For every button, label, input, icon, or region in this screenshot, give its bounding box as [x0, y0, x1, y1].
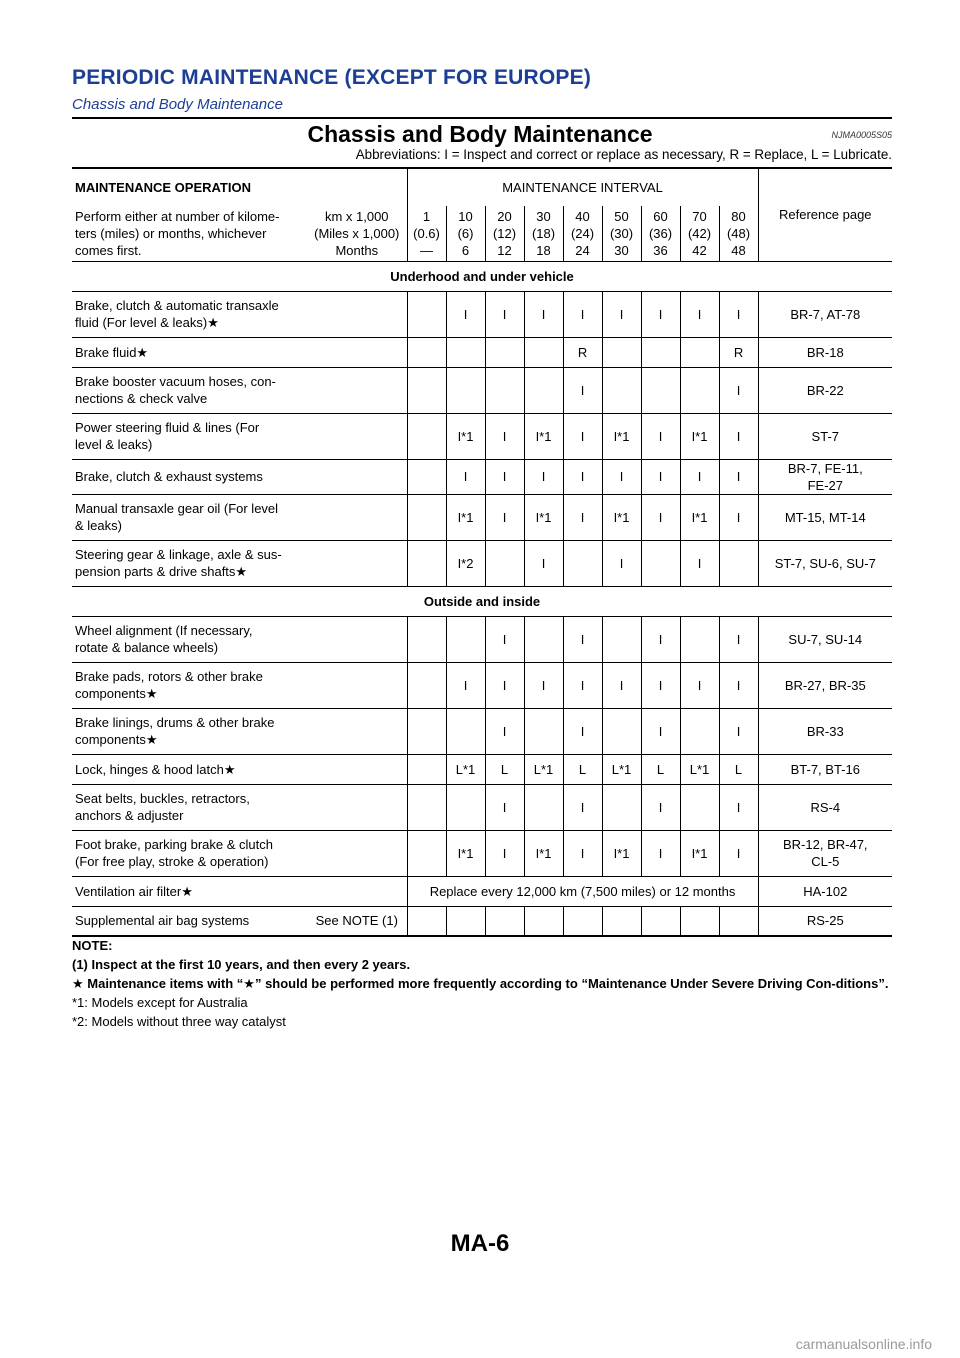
- header-interval: MAINTENANCE INTERVAL: [407, 168, 758, 206]
- interval-cell: [524, 367, 563, 413]
- interval-cell: I: [719, 494, 758, 540]
- interval-cell: [446, 784, 485, 830]
- interval-cell: I: [641, 708, 680, 754]
- interval-cell: I: [641, 291, 680, 337]
- interval-cell: L: [563, 754, 602, 784]
- interval-cell: [407, 337, 446, 367]
- reference-cell: SU-7, SU-14: [758, 616, 892, 662]
- interval-cell: [680, 708, 719, 754]
- interval-cell: L: [641, 754, 680, 784]
- operation-cell: Lock, hinges & hood latch★: [72, 754, 407, 784]
- interval-cell: [485, 540, 524, 586]
- interval-cell: I: [563, 708, 602, 754]
- reference-cell: RS-25: [758, 906, 892, 936]
- reference-cell: BR-27, BR-35: [758, 662, 892, 708]
- interval-cell: I*1: [680, 413, 719, 459]
- interval-cell: [407, 459, 446, 494]
- interval-cell: [524, 337, 563, 367]
- header-operation: MAINTENANCE OPERATION: [72, 168, 407, 206]
- interval-cell: I: [641, 662, 680, 708]
- reference-cell: BR-12, BR-47, CL-5: [758, 830, 892, 876]
- interval-cell: I: [719, 367, 758, 413]
- operation-cell: Brake fluid★: [72, 337, 407, 367]
- interval-header-5: 50 (30) 30: [602, 206, 641, 261]
- interval-cell: I*1: [602, 413, 641, 459]
- page-number: MA-6: [450, 1230, 510, 1257]
- interval-cell: I: [719, 459, 758, 494]
- note-item: *2: Models without three way catalyst: [72, 1014, 286, 1029]
- interval-cell: I*1: [602, 494, 641, 540]
- interval-cell: I: [485, 662, 524, 708]
- interval-cell: [407, 413, 446, 459]
- page-header-title: PERIODIC MAINTENANCE (EXCEPT FOR EUROPE): [72, 66, 592, 89]
- section-title: Underhood and under vehicle: [72, 261, 892, 291]
- interval-cell: I: [680, 662, 719, 708]
- interval-cell: [524, 906, 563, 936]
- operation-cell: Ventilation air filter★: [72, 876, 407, 906]
- watermark: carmanualsonline.info: [795, 1336, 932, 1352]
- interval-cell: [641, 367, 680, 413]
- interval-cell: L*1: [446, 754, 485, 784]
- reference-cell: ST-7: [758, 413, 892, 459]
- operation-cell: Steering gear & linkage, axle & sus- pension parts & drive shafts★: [72, 540, 407, 586]
- interval-header-3: 30 (18) 18: [524, 206, 563, 261]
- interval-cell: [602, 337, 641, 367]
- interval-cell: I: [563, 616, 602, 662]
- interval-cell: [719, 906, 758, 936]
- reference-cell: MT-15, MT-14: [758, 494, 892, 540]
- interval-cell: I: [524, 662, 563, 708]
- interval-cell: [407, 494, 446, 540]
- interval-cell: [602, 784, 641, 830]
- interval-cell: I: [641, 830, 680, 876]
- interval-cell: [485, 367, 524, 413]
- operation-cell: Manual transaxle gear oil (For level & leaks): [72, 494, 407, 540]
- interval-cell: I: [641, 413, 680, 459]
- interval-cell: I: [446, 291, 485, 337]
- operation-cell: Brake, clutch & exhaust systems: [72, 459, 407, 494]
- interval-cell: I*2: [446, 540, 485, 586]
- notes-heading: NOTE:: [72, 938, 113, 953]
- interval-cell: I*1: [602, 830, 641, 876]
- header-units: km x 1,000 (Miles x 1,000) Months: [314, 208, 400, 258]
- interval-cell: [446, 708, 485, 754]
- interval-cell: I: [485, 830, 524, 876]
- interval-cell: [407, 291, 446, 337]
- interval-cell: I: [485, 494, 524, 540]
- interval-cell: I: [602, 459, 641, 494]
- interval-cell: I: [485, 459, 524, 494]
- interval-header-8: 80 (48) 48: [719, 206, 758, 261]
- interval-cell: [407, 784, 446, 830]
- interval-cell: R: [719, 337, 758, 367]
- interval-cell: I: [485, 784, 524, 830]
- interval-cell: I: [563, 291, 602, 337]
- interval-cell: I: [563, 494, 602, 540]
- interval-cell: [680, 784, 719, 830]
- reference-cell: BR-7, AT-78: [758, 291, 892, 337]
- interval-cell: I: [563, 459, 602, 494]
- interval-cell: I: [641, 494, 680, 540]
- interval-cell: [446, 367, 485, 413]
- maintenance-table: [72, 167, 892, 937]
- interval-cell: [485, 337, 524, 367]
- interval-cell: I*1: [524, 413, 563, 459]
- interval-cell: [446, 906, 485, 936]
- reference-cell: BT-7, BT-16: [758, 754, 892, 784]
- interval-cell: L*1: [602, 754, 641, 784]
- interval-cell: I: [719, 784, 758, 830]
- interval-cell: [563, 540, 602, 586]
- operation-cell: Brake linings, drums & other brake components★: [72, 708, 407, 754]
- interval-cell: I: [641, 459, 680, 494]
- interval-header-0: 1 (0.6) —: [407, 206, 446, 261]
- reference-cell: RS-4: [758, 784, 892, 830]
- interval-cell: I: [719, 662, 758, 708]
- interval-cell: [524, 616, 563, 662]
- interval-cell: [719, 540, 758, 586]
- operation-cell: Brake booster vacuum hoses, con- nections & check valve: [72, 367, 407, 413]
- operation-cell: Foot brake, parking brake & clutch (For free play, stroke & operation): [72, 830, 407, 876]
- section-code: NJMA0005S05: [831, 130, 892, 140]
- header-reference: Reference page: [758, 168, 892, 261]
- interval-cell: I: [719, 413, 758, 459]
- operation-cell: Brake pads, rotors & other brake components★: [72, 662, 407, 708]
- interval-span-cell: Replace every 12,000 km (7,500 miles) or 12 months: [407, 876, 758, 906]
- interval-cell: [641, 540, 680, 586]
- interval-cell: I: [563, 830, 602, 876]
- interval-cell: I: [446, 662, 485, 708]
- interval-cell: [407, 662, 446, 708]
- interval-header-4: 40 (24) 24: [563, 206, 602, 261]
- interval-cell: I: [719, 830, 758, 876]
- interval-cell: [407, 906, 446, 936]
- interval-cell: I: [485, 291, 524, 337]
- interval-cell: [602, 906, 641, 936]
- interval-cell: I: [524, 291, 563, 337]
- reference-cell: BR-22: [758, 367, 892, 413]
- interval-cell: I*1: [446, 830, 485, 876]
- interval-cell: I: [641, 784, 680, 830]
- interval-cell: [602, 367, 641, 413]
- interval-cell: I*1: [446, 494, 485, 540]
- note-item: ★ Maintenance items with “★” should be performed more frequently according to “Maintenance Under Severe Driving Con-ditions”.: [72, 976, 889, 991]
- interval-cell: I: [719, 708, 758, 754]
- operation-cell: Power steering fluid & lines (For level & leaks): [72, 413, 407, 459]
- interval-cell: [407, 367, 446, 413]
- interval-cell: [524, 708, 563, 754]
- interval-cell: I: [680, 291, 719, 337]
- reference-cell: ST-7, SU-6, SU-7: [758, 540, 892, 586]
- interval-cell: R: [563, 337, 602, 367]
- interval-cell: I: [602, 662, 641, 708]
- interval-cell: [641, 337, 680, 367]
- interval-cell: I: [641, 616, 680, 662]
- interval-header-7: 70 (42) 42: [680, 206, 719, 261]
- page-header-subtitle: Chassis and Body Maintenance: [72, 96, 283, 113]
- interval-cell: [446, 616, 485, 662]
- interval-cell: I: [485, 708, 524, 754]
- interval-cell: [680, 906, 719, 936]
- abbreviations-line: Abbreviations: I = Inspect and correct or replace as necessary, R = Replace, L = Lubricate.: [355, 147, 892, 162]
- note-item: *1: Models except for Australia: [72, 995, 248, 1010]
- interval-cell: [446, 337, 485, 367]
- interval-cell: [602, 708, 641, 754]
- operation-cell: Supplemental air bag systems: [72, 906, 307, 936]
- interval-cell: [407, 708, 446, 754]
- interval-header-6: 60 (36) 36: [641, 206, 680, 261]
- interval-cell: I: [524, 540, 563, 586]
- operation-cell: Brake, clutch & automatic transaxle fluid (For level & leaks)★: [72, 291, 407, 337]
- interval-cell: I: [563, 784, 602, 830]
- interval-cell: [602, 616, 641, 662]
- interval-cell: I: [563, 367, 602, 413]
- header-rule: [72, 117, 892, 119]
- interval-cell: I: [485, 616, 524, 662]
- reference-cell: BR-7, FE-11, FE-27: [758, 459, 892, 494]
- interval-header-1: 10 (6) 6: [446, 206, 485, 261]
- units-cell: See NOTE (1): [307, 906, 407, 936]
- interval-cell: [407, 616, 446, 662]
- interval-cell: [485, 906, 524, 936]
- header-perform: Perform either at number of kilome- ters (miles) or months, whichever comes first.: [75, 208, 280, 258]
- interval-cell: I: [719, 616, 758, 662]
- interval-cell: [407, 830, 446, 876]
- operation-cell: Wheel alignment (If necessary, rotate & balance wheels): [72, 616, 407, 662]
- interval-cell: [407, 754, 446, 784]
- interval-cell: I*1: [524, 830, 563, 876]
- interval-cell: L*1: [680, 754, 719, 784]
- interval-cell: [680, 367, 719, 413]
- interval-cell: [680, 337, 719, 367]
- interval-cell: I: [563, 413, 602, 459]
- interval-cell: L: [485, 754, 524, 784]
- operation-cell: Seat belts, buckles, retractors, anchors & adjuster: [72, 784, 407, 830]
- interval-cell: I: [719, 291, 758, 337]
- interval-cell: L: [719, 754, 758, 784]
- reference-cell: BR-18: [758, 337, 892, 367]
- interval-cell: I: [602, 291, 641, 337]
- notes: [72, 936, 894, 1031]
- interval-cell: L*1: [524, 754, 563, 784]
- interval-cell: I: [680, 459, 719, 494]
- interval-cell: [407, 540, 446, 586]
- interval-cell: I: [563, 662, 602, 708]
- section-title: Outside and inside: [72, 586, 892, 616]
- interval-cell: I*1: [524, 494, 563, 540]
- interval-cell: [641, 906, 680, 936]
- interval-cell: [680, 616, 719, 662]
- interval-cell: I: [446, 459, 485, 494]
- interval-cell: [524, 784, 563, 830]
- interval-header-2: 20 (12) 12: [485, 206, 524, 261]
- interval-cell: I: [680, 540, 719, 586]
- interval-cell: I*1: [446, 413, 485, 459]
- note-item: (1) Inspect at the first 10 years, and then every 2 years.: [72, 957, 411, 972]
- interval-cell: [563, 906, 602, 936]
- interval-cell: I: [485, 413, 524, 459]
- reference-cell: BR-33: [758, 708, 892, 754]
- interval-cell: I*1: [680, 830, 719, 876]
- interval-cell: I: [524, 459, 563, 494]
- interval-cell: I*1: [680, 494, 719, 540]
- interval-cell: I: [602, 540, 641, 586]
- section-title: Chassis and Body Maintenance: [307, 121, 653, 147]
- reference-cell: HA-102: [758, 876, 892, 906]
